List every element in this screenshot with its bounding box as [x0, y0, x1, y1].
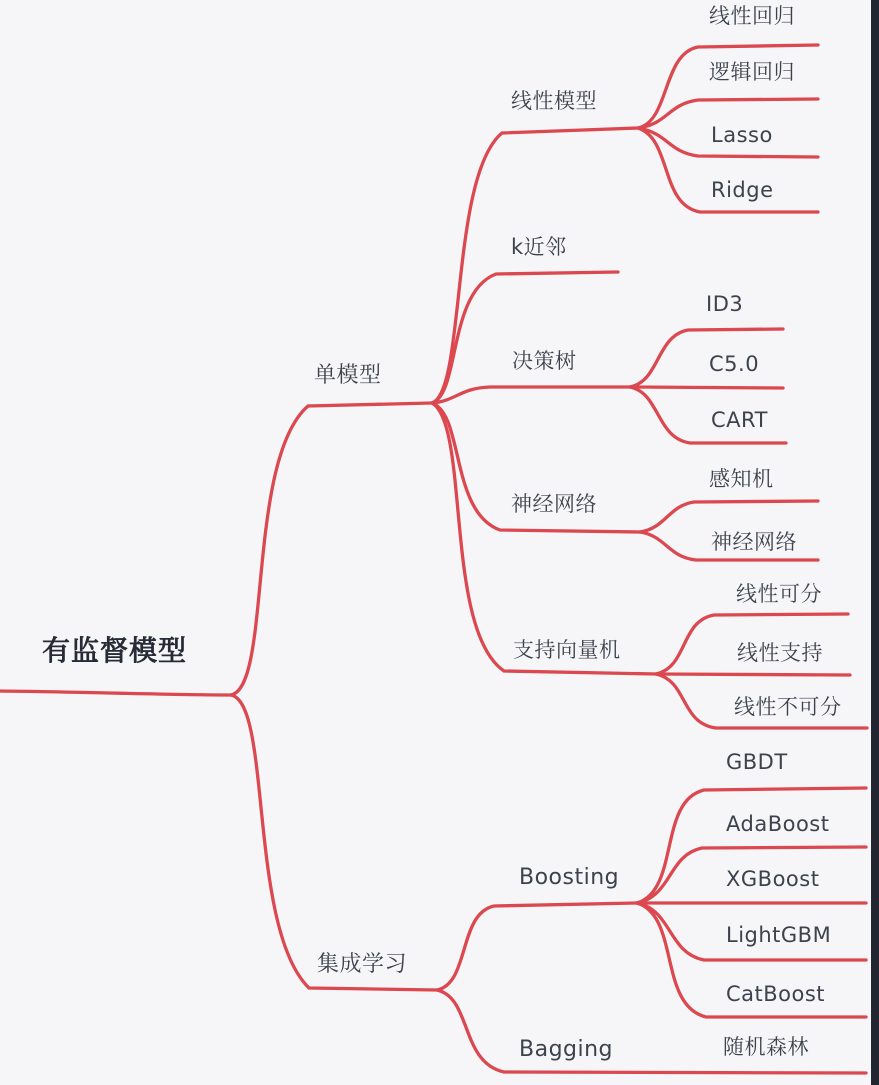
leaf-label-lightgbm: LightGBM	[726, 923, 832, 947]
edge-svm	[432, 403, 656, 674]
leaf-label-c50: C5.0	[709, 352, 760, 376]
leaf-label-xgboost: XGBoost	[726, 867, 820, 891]
branch-label-ensemble-learning: 集成学习	[317, 952, 408, 977]
leaf-label-perceptron: 感知机	[709, 467, 774, 491]
leaf-label-ridge: Ridge	[711, 178, 774, 202]
edge-id3	[630, 329, 783, 387]
node-label-decision-tree: 决策树	[512, 349, 577, 373]
leaf-label-linear-support: 线性支持	[737, 641, 823, 665]
screenshot-right-edge-strip	[871, 0, 879, 1085]
leaf-label-catboost: CatBoost	[726, 982, 826, 1006]
edge-decision-tree	[432, 387, 630, 403]
leaf-label-lasso: Lasso	[711, 123, 773, 147]
leaf-label-adaboost: AdaBoost	[726, 812, 830, 836]
leaf-label-random-forest: 随机森林	[723, 1035, 809, 1059]
leaf-label-logistic-regression: 逻辑回归	[709, 60, 795, 84]
edge-boosting	[437, 903, 637, 990]
edge-trunk	[0, 691, 231, 695]
node-label-bagging: Bagging	[519, 1037, 614, 1062]
node-label-linear-models: 线性模型	[511, 89, 597, 113]
leaf-label-gbdt: GBDT	[726, 750, 788, 774]
leaf-label-cart: CART	[711, 408, 768, 432]
edge-c50	[630, 387, 783, 388]
edge-single-model	[231, 403, 432, 695]
node-label-boosting: Boosting	[519, 865, 620, 890]
node-label-neural-network: 神经网络	[511, 492, 597, 516]
node-label-svm: 支持向量机	[513, 638, 621, 662]
edge-perceptron	[640, 501, 818, 532]
edge-linear-support	[656, 674, 850, 675]
node-label-knn: k近邻	[511, 235, 567, 259]
leaf-label-id3: ID3	[706, 292, 744, 316]
leaf-label-neural-network: 神经网络	[711, 530, 797, 554]
branch-label-single-model: 单模型	[314, 363, 382, 388]
root-node-label: 有监督模型	[42, 634, 188, 667]
leaf-label-linearly-nonseparable: 线性不可分	[734, 695, 842, 719]
leaf-label-linear-regression: 线性回归	[709, 4, 795, 28]
leaf-label-linearly-separable: 线性可分	[736, 582, 822, 606]
edge-ensemble-learning	[231, 695, 437, 990]
